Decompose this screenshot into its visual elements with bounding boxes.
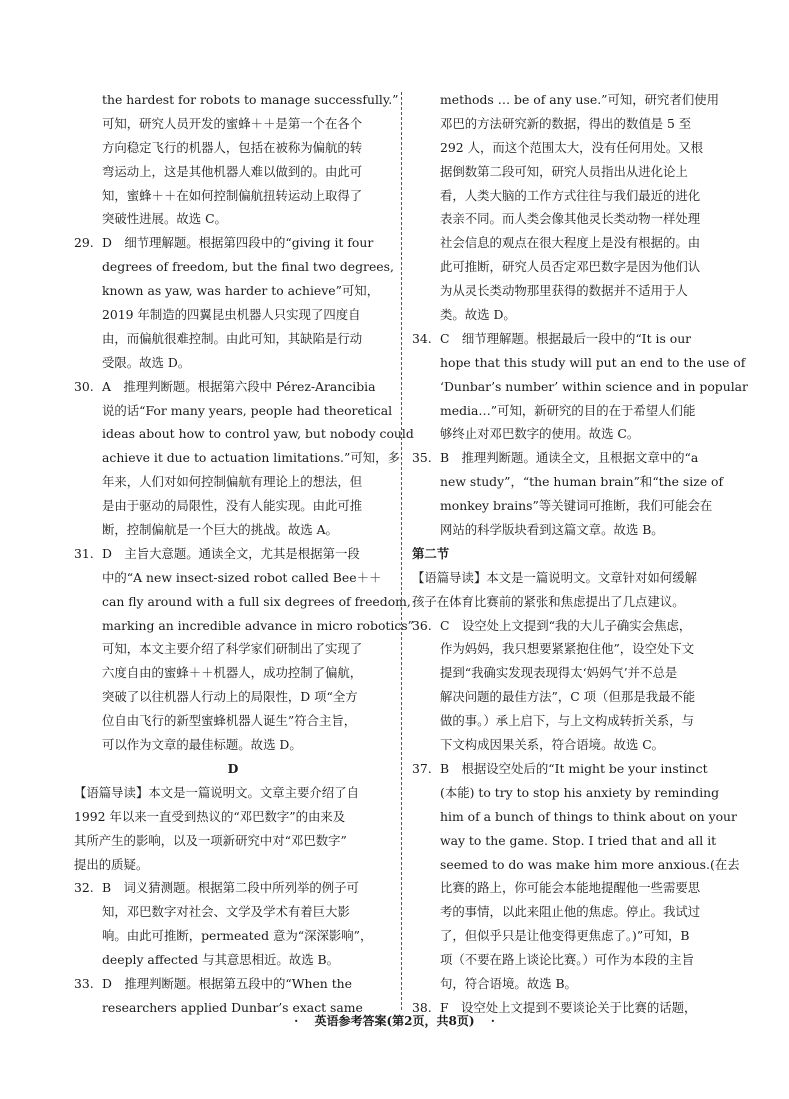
text-line	[412, 685, 718, 709]
answer-line	[412, 757, 718, 781]
text-line	[74, 327, 392, 351]
text-line	[412, 375, 748, 399]
line-text: 表亲不同。而人类会像其他灵长类动物一样处理	[440, 211, 701, 227]
text-line	[74, 900, 392, 924]
line-text: 【语篇导读】本文是一篇说明文。文章主要介绍了自	[74, 784, 359, 800]
line-text: (本能) to try to stop his anxiety by reminding	[440, 784, 720, 800]
text-line	[412, 518, 718, 542]
line-text: way to the game. Stop. I tried that and all it	[440, 832, 717, 848]
text-line	[74, 614, 414, 638]
text-line	[412, 709, 718, 733]
line-text: 够终止对邓巴数字的使用。故选 C。	[440, 426, 640, 442]
line-text: B 根据设空处后的“It might be your instinct	[440, 760, 708, 776]
answer-line	[412, 614, 718, 638]
question-number: 38.	[412, 999, 432, 1015]
line-text: ideas about how to control yaw, but nobody could	[102, 426, 414, 442]
line-text: 其所产生的影响，以及一项新研究中对“邓巴数字”	[74, 832, 347, 848]
text-line	[74, 661, 392, 685]
line-text: 了，但似乎只是让他变得更焦虑了。)”可知，B	[440, 928, 690, 944]
line-text: 受限。故选 D。	[102, 354, 191, 370]
footer-bullet-left: ·	[294, 1014, 299, 1028]
answer-line	[74, 231, 392, 255]
text-line	[412, 948, 718, 972]
line-text: known as yaw, was harder to achieve”可知，	[102, 283, 380, 299]
text-line	[412, 351, 746, 375]
text-line	[74, 733, 392, 757]
text-line	[412, 829, 718, 853]
question-number: 33.	[74, 975, 94, 991]
text-line	[412, 160, 718, 184]
answer-line	[74, 972, 392, 996]
text-line	[74, 566, 392, 590]
text-line	[74, 948, 392, 972]
line-text: 可知，本文主要介绍了科学家们研制出了实现了	[102, 641, 363, 657]
text-line	[412, 494, 718, 518]
text-line	[74, 781, 392, 805]
text-line	[74, 160, 392, 184]
text-line	[74, 136, 392, 160]
line-text: 据倒数第二段可知，研究人员指出从进化论上	[440, 163, 688, 179]
text-line	[74, 590, 411, 614]
text-line	[412, 303, 718, 327]
line-text: new study”，“the human brain”和“the size of	[440, 474, 724, 490]
line-text: 类。故选 D。	[440, 307, 516, 323]
text-line	[412, 924, 718, 948]
text-line	[74, 494, 392, 518]
line-text: 孩子在体育比赛前的紧张和焦虑提出了几点建议。	[412, 593, 685, 609]
line-text: F 设空处上文提到不要谈论关于比赛的话题，	[440, 999, 697, 1015]
answer-line	[412, 446, 718, 470]
line-text: D 主旨大意题。通读全文，尤其是根据第一段	[102, 545, 360, 561]
text-line	[412, 422, 718, 446]
line-text: 中的“A new insect-sized robot called Bee＋＋	[102, 569, 382, 585]
line-text: A 推理判断题。根据第六段中 Pérez-Arancibia	[102, 378, 376, 394]
question-number: 32.	[74, 880, 94, 896]
text-line	[74, 709, 392, 733]
line-text: 突破了以往机器人行动上的局限性，D 项“全方	[102, 689, 358, 705]
text-line	[74, 805, 392, 829]
line-text: 句，符合语境。故选 B。	[440, 975, 577, 991]
line-text: monkey brains”等关键词可推断，我们可能会在	[440, 498, 713, 514]
text-line	[412, 255, 718, 279]
text-line	[412, 399, 718, 423]
text-line	[74, 637, 392, 661]
line-text: seemed to do was make him more anxious.(在去	[440, 856, 740, 872]
text-line	[412, 900, 718, 924]
text-line	[412, 781, 718, 805]
line-text: 弯运动上，这是其他机器人难以做到的。由此可	[102, 163, 363, 179]
line-text: C 设空处上文提到“我的大儿子确实会焦虑，	[440, 617, 692, 633]
question-number: 30.	[74, 378, 94, 394]
line-text: 说的话“For many years, people had theoretical	[102, 402, 393, 418]
text-line	[74, 853, 392, 877]
line-text: 项（不要在路上谈论比赛。）可作为本段的主旨	[440, 952, 695, 968]
text-line	[412, 112, 718, 136]
line-text: B 推理判断题。通读全文，且根据文章中的“a	[440, 450, 699, 466]
line-text: 响。由此可推断，permeated 意为“深深影响”，	[102, 928, 373, 944]
text-line	[74, 685, 392, 709]
text-line	[74, 255, 392, 279]
text-line	[412, 876, 718, 900]
line-text: 为从灵长类动物那里获得的数据并不适用于人	[440, 283, 688, 299]
text-line	[412, 88, 718, 112]
text-line	[74, 757, 392, 781]
question-number: 34.	[412, 330, 432, 346]
line-text: 年来，人们对如何控制偏航有理论上的想法，但	[102, 474, 363, 490]
question-number: 35.	[412, 450, 432, 466]
line-text: 方向稳定飞行的机器人，包括在被称为偏航的转	[102, 139, 363, 155]
line-text: 邓巴的方法研究新的数据，得出的数值是 5 至	[440, 115, 692, 131]
text-line	[412, 733, 718, 757]
line-text: 可以作为文章的最佳标题。故选 D。	[102, 737, 302, 753]
text-line	[412, 184, 718, 208]
text-line	[74, 351, 392, 375]
line-text: 知，邓巴数字对社会、文学及学术有着巨大影	[102, 904, 350, 920]
line-text: 下文构成因果关系，符合语境。故选 C。	[440, 737, 665, 753]
text-line	[412, 136, 718, 160]
line-text: achieve it due to actuation limitations.”可知，多	[102, 450, 400, 466]
line-text: D 推理判断题。根据第五段中的“When the	[102, 975, 352, 991]
line-text: 考的事情，以此来阻止他的焦虑。停止。我试过	[440, 904, 701, 920]
text-line	[412, 853, 740, 877]
line-text: media…”可知，新研究的目的在于希望人们能	[440, 402, 696, 418]
line-text: 由，而偏航很难控制。由此可知，其缺陷是行动	[102, 330, 363, 346]
line-text: 1992 年以来一直受到热议的“邓巴数字”的由来及	[74, 808, 346, 824]
line-text: 是由于驱动的局限性，没有人能实现。由此可推	[102, 498, 363, 514]
line-text: the hardest for robots to manage successfully.”	[102, 92, 399, 107]
line-text: 【语篇导读】本文是一篇说明文。文章针对如何缓解	[412, 569, 697, 585]
text-line	[412, 566, 718, 590]
text-line	[74, 303, 392, 327]
answer-line	[74, 542, 392, 566]
question-number: 36.	[412, 617, 432, 633]
line-text: 解决问题的最佳方法”，C 项（但那是我最不能	[440, 689, 696, 705]
line-text: 可知，研究人员开发的蜜蜂＋＋是第一个在各个	[102, 115, 363, 131]
line-text: 网站的科学版块看到这篇文章。故选 B。	[440, 522, 664, 538]
right-column	[412, 88, 748, 1020]
line-text: 提出的质疑。	[74, 856, 149, 872]
line-text: deeply affected 与其意思相近。故选 B。	[102, 952, 340, 968]
text-line	[74, 422, 414, 446]
text-line	[74, 924, 392, 948]
answer-line	[74, 375, 392, 399]
text-line	[74, 112, 392, 136]
text-line	[412, 972, 718, 996]
column-divider	[401, 92, 402, 1010]
text-line	[74, 279, 392, 303]
line-text: 292 人，而这个范围太大，没有任何用处。又根	[440, 139, 704, 155]
footer-bullet-right: ·	[490, 1014, 495, 1028]
line-text: hope that this study will put an end to the use of	[440, 354, 746, 370]
text-line	[74, 207, 392, 231]
line-text: ‘Dunbar’s number’ within science and in popular	[440, 378, 748, 394]
text-line	[74, 446, 400, 470]
text-line	[74, 470, 392, 494]
text-line	[74, 184, 392, 208]
line-text: B 词义猜测题。根据第二段中所列举的例子可	[102, 880, 359, 896]
line-text: D	[227, 760, 239, 776]
text-line	[412, 207, 718, 231]
text-line	[412, 231, 718, 255]
text-line	[412, 661, 718, 685]
line-text: 比赛的路上，你可能会本能地提醒他一些需要思	[440, 880, 701, 896]
line-text: 作为妈妈，我只想要紧紧抱住他”，设空处下文	[440, 641, 695, 657]
text-line	[412, 542, 718, 566]
line-text: researchers applied Dunbar’s exact same	[102, 999, 363, 1015]
line-text: 断，控制偏航是一个巨大的挑战。故选 A。	[102, 522, 338, 538]
answer-line	[74, 876, 392, 900]
line-text: can fly around with a full six degrees of freedom,	[102, 593, 411, 609]
footer-text: 英语参考答案(第2页，共8页)	[314, 1014, 475, 1028]
line-text: 社会信息的观点在很大程度上是没有根据的。由	[440, 235, 701, 251]
question-number: 31.	[74, 545, 94, 561]
line-text: 此可推断，研究人员否定邓巴数字是因为他们认	[440, 259, 701, 275]
line-text: marking an incredible advance in micro robotics”	[102, 617, 414, 633]
line-text: 知，蜜蜂＋＋在如何控制偏航扭转运动上取得了	[102, 187, 363, 203]
line-text: methods … be of any use.”可知，研究者们使用	[440, 92, 720, 107]
line-text: 做的事。）承上启下，与上文构成转折关系，与	[440, 713, 695, 729]
line-text: 突破性进展。故选 C。	[102, 211, 227, 227]
question-number: 37.	[412, 760, 432, 776]
text-line	[412, 637, 718, 661]
text-line	[74, 399, 392, 423]
line-text: degrees of freedom, but the final two degrees,	[102, 259, 394, 275]
line-text: 第二节	[412, 545, 450, 561]
left-column	[74, 88, 414, 1020]
text-line	[412, 805, 737, 829]
text-line	[74, 518, 392, 542]
text-line	[74, 829, 392, 853]
text-line	[412, 470, 724, 494]
line-text: D 细节理解题。根据第四段中的“giving it four	[102, 235, 374, 251]
line-text: 看，人类大脑的工作方式往往与我们最近的进化	[440, 187, 701, 203]
page-footer	[0, 1011, 789, 1031]
line-text: C 细节理解题。根据最后一段中的“It is our	[440, 330, 692, 346]
answer-line	[412, 327, 718, 351]
text-line	[412, 279, 718, 303]
text-line	[412, 590, 718, 614]
question-number: 29.	[74, 235, 94, 251]
text-line	[74, 88, 399, 112]
line-text: 六度自由的蜜蜂＋＋机器人，成功控制了偏航，	[102, 665, 363, 681]
line-text: 位自由飞行的新型蜜蜂机器人诞生”符合主旨，	[102, 713, 357, 729]
line-text: him of a bunch of things to think about on your	[440, 808, 737, 824]
line-text: 提到“我确实发现表现得太‘妈妈气’并不总是	[440, 665, 678, 681]
line-text: 2019 年制造的四翼昆虫机器人只实现了四度自	[102, 307, 361, 323]
